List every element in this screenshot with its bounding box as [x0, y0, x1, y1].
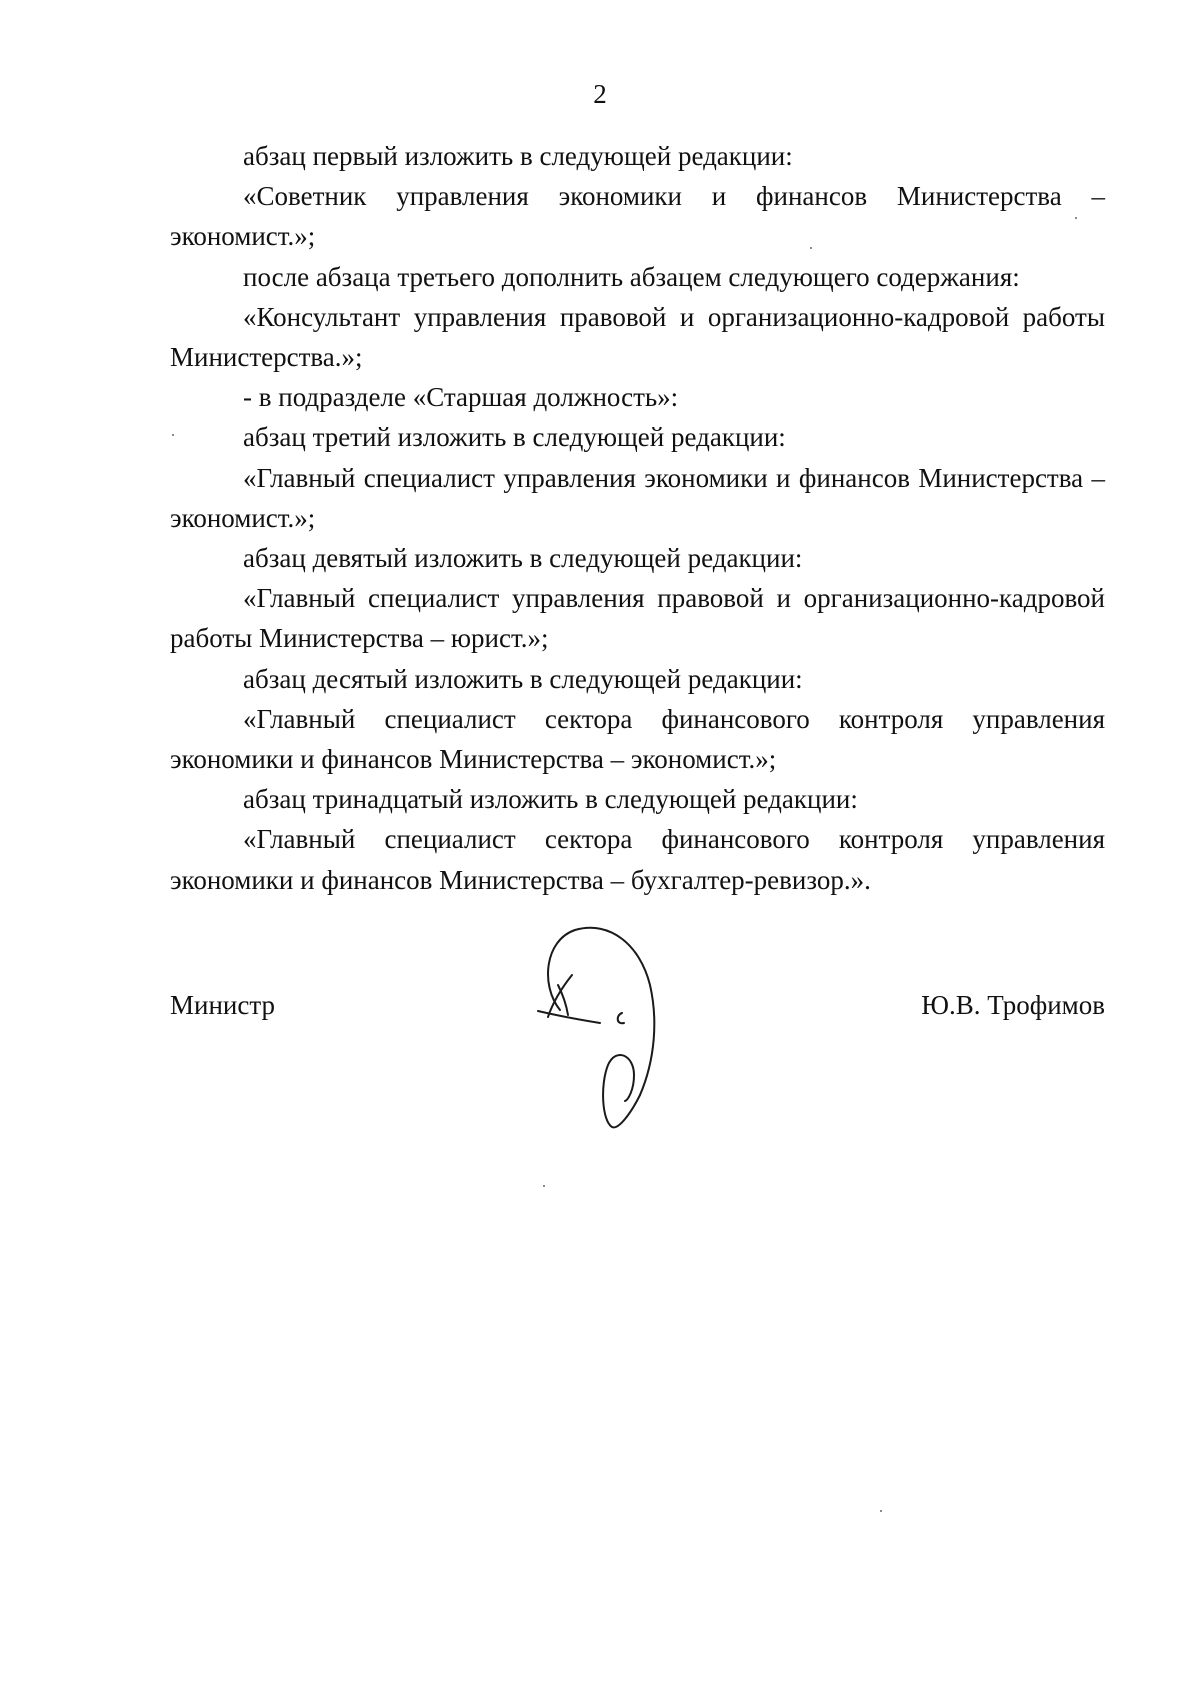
paragraph: «Советник управления экономики и финансов Министерства – экономист.»; — [170, 181, 1105, 252]
document-body — [170, 136, 1105, 900]
paragraph: абзац первый изложить в следующей редакции: — [243, 141, 793, 171]
paragraph: «Главный специалист управления правовой и организационно-кадровой работы Министерства – юрист.»; — [170, 583, 1105, 654]
page-number: 2 — [593, 79, 607, 109]
scan-speck — [543, 1185, 545, 1187]
paragraph: после абзаца третьего дополнить абзацем следующего содержания: — [243, 261, 1020, 292]
paragraph: «Главный специалист управления экономики и финансов Министерства – экономист.»; — [170, 462, 1105, 533]
signatory-position: Министр — [170, 990, 275, 1020]
paragraph: абзац десятый изложить в следующей редакции: — [243, 663, 803, 694]
paragraph: абзац тринадцатый изложить в следующей редакции: — [243, 784, 858, 815]
paragraph: - в подразделе «Старшая должность»: — [243, 382, 679, 413]
scan-speck — [172, 434, 174, 436]
paragraph: «Главный специалист сектора финансового контроля управления экономики и финансов Министерства – бухгалтер-ревизор.». — [170, 824, 1105, 895]
paragraph: абзац девятый изложить в следующей редакции: — [243, 543, 803, 574]
scan-speck — [810, 247, 812, 249]
paragraph: «Консультант управления правовой и организационно-кадровой работы Министерства.»; — [170, 301, 1105, 373]
paragraph: «Главный специалист сектора финансового контроля управления экономики и финансов Министерства – экономист.»; — [170, 703, 1105, 775]
signatory-name: Ю.В. Трофимов — [921, 990, 1105, 1020]
scan-speck — [1075, 217, 1077, 219]
paragraph: абзац третий изложить в следующей редакции: — [243, 422, 786, 453]
scan-speck — [880, 1510, 882, 1512]
handwritten-signature — [530, 915, 690, 1140]
